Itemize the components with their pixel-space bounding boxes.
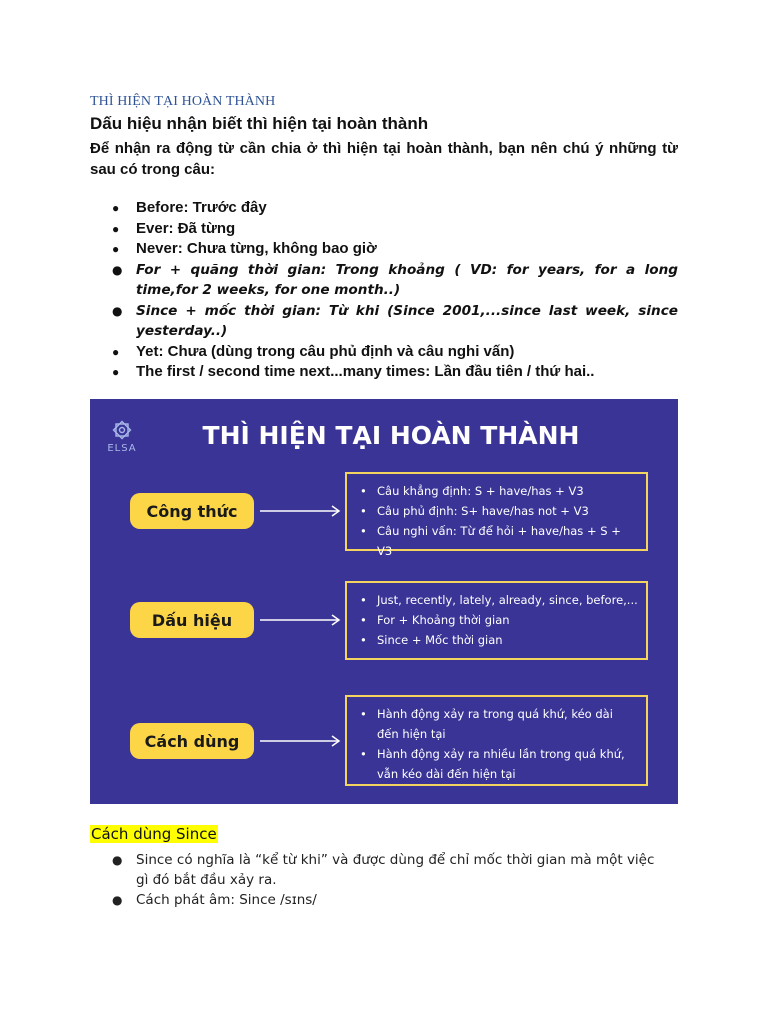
arrow-right-icon <box>260 734 344 748</box>
list-item <box>110 362 678 383</box>
item-text: Câu nghi vấn: Từ để hỏi + have/has + S + V3 <box>377 524 621 558</box>
arrow-right-icon <box>260 613 344 627</box>
list-item <box>357 481 638 501</box>
since-text: Since có nghĩa là “kể từ khi” và được dùng để chỉ mốc thời gian mà một việc gì đó bắt đầu xảy ra. <box>136 852 655 888</box>
bullet-icon: ● <box>112 365 120 379</box>
arrow-right-icon <box>260 504 344 518</box>
box-dau-hieu <box>345 581 648 660</box>
list-item <box>357 501 638 521</box>
logo-text: ELSA <box>107 443 137 454</box>
bullet-icon: ● <box>112 893 123 907</box>
pill-cach-dung: Cách dùng <box>130 723 254 759</box>
bullet-icon: • <box>360 504 367 518</box>
list-item <box>110 850 670 890</box>
sign-text: Before: Trước đây <box>136 199 267 216</box>
bullet-icon: ● <box>112 303 123 318</box>
item-text: Hành động xảy ra nhiều lần trong quá khứ, vẫn kéo dài đến hiện tại <box>377 747 625 781</box>
bullet-icon: • <box>360 707 367 721</box>
since-text: Cách phát âm: Since /sɪns/ <box>136 892 317 908</box>
bullet-icon: ● <box>112 201 120 215</box>
sign-text: Yet: Chưa (dùng trong câu phủ định và câu nghi vấn) <box>136 342 515 360</box>
sign-text: Since + mốc thời gian: Từ khi (Since 2001,...since last week, since yesterday..) <box>136 302 678 339</box>
signs-list <box>110 198 678 383</box>
bullet-icon: • <box>360 593 367 607</box>
infographic <box>90 399 678 804</box>
bullet-icon: ● <box>112 221 120 236</box>
sign-text: Never: Chưa từng, không bao giờ <box>136 240 377 257</box>
list-item <box>357 704 638 744</box>
box-cong-thuc <box>345 472 648 558</box>
bullet-icon: • <box>360 613 367 627</box>
bullet-icon: • <box>360 484 367 498</box>
list-item <box>110 260 678 301</box>
bullet-icon: ● <box>112 853 123 867</box>
bullet-icon: • <box>360 747 367 761</box>
sign-text: Ever: Đã từng <box>136 219 236 237</box>
since-list <box>110 850 670 910</box>
list-item <box>357 744 638 784</box>
list-item <box>357 610 638 630</box>
infographic-title: THÌ HIỆN TẠI HOÀN THÀNH <box>202 421 580 450</box>
section-title: Dấu hiệu nhận biết thì hiện tại hoàn thành <box>90 114 429 133</box>
sign-text: For + quãng thời gian: Trong khoảng ( VD: for years, for a long time,for 2 weeks, for one month..) <box>136 261 678 298</box>
sign-text: The first / second time next...many times: Lần đầu tiên / thứ hai.. <box>136 363 595 380</box>
item-text: For + Khoảng thời gian <box>377 613 510 627</box>
list-item <box>110 198 678 219</box>
bullet-icon: • <box>360 633 367 647</box>
list-item <box>110 239 678 260</box>
item-text: Since + Mốc thời gian <box>377 633 503 647</box>
item-text: Just, recently, lately, already, since, before,... <box>377 593 638 607</box>
list-item <box>110 219 678 240</box>
since-heading: Cách dùng Since <box>91 825 217 843</box>
list-item <box>357 590 638 610</box>
box-cach-dung <box>345 695 648 786</box>
pill-cong-thuc: Công thức <box>130 493 254 529</box>
pill-dau-hieu: Dấu hiệu <box>130 602 254 638</box>
bullet-icon: ● <box>112 242 120 256</box>
bullet-icon: • <box>360 524 367 538</box>
list-item <box>110 342 678 363</box>
bullet-icon: ● <box>112 262 123 277</box>
page-heading: THÌ HIỆN TẠI HOÀN THÀNH <box>90 94 276 109</box>
list-item <box>110 890 670 910</box>
item-text: Hành động xảy ra trong quá khứ, kéo dài đến hiện tại <box>377 707 613 741</box>
list-item <box>110 301 678 342</box>
bullet-icon: ● <box>112 344 120 359</box>
item-text: Câu khẳng định: S + have/has + V3 <box>377 484 584 498</box>
item-text: Câu phủ định: S+ have/has not + V3 <box>377 504 589 518</box>
intro-paragraph: Để nhận ra động từ cần chia ở thì hiện tại hoàn thành, bạn nên chú ý những từ sau có trong câu: <box>90 140 678 178</box>
list-item <box>357 630 638 650</box>
list-item <box>357 521 638 561</box>
